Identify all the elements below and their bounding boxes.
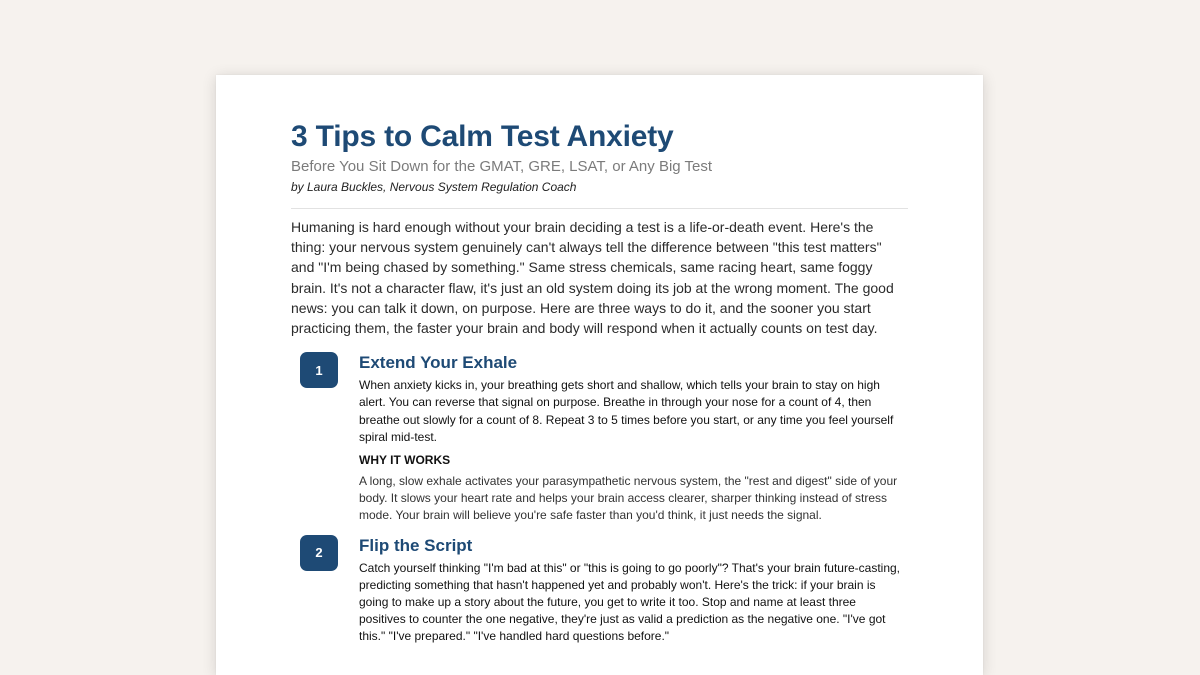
document-content bbox=[291, 119, 908, 646]
header-divider bbox=[291, 208, 908, 209]
tip-number-badge: 2 bbox=[300, 535, 338, 571]
document-page bbox=[216, 75, 983, 675]
tip-number-badge: 1 bbox=[300, 352, 338, 388]
document-title: 3 Tips to Calm Test Anxiety bbox=[291, 120, 674, 153]
why-it-works-label: WHY IT WORKS bbox=[359, 453, 451, 468]
tip-title: Extend Your Exhale bbox=[359, 353, 518, 373]
tip-title: Flip the Script bbox=[359, 535, 473, 555]
tip-body: Catch yourself thinking "I'm bad at this" or "this is going to go poorly"? That's your brain future-casting, predicting something that hasn't happened yet and probably won't. Here's the trick: if your brain is going to make up a story about the future, you get to write it too. Stop and name at least three positives to counter the one negative, they're just as valid a prediction as the negative one. "I've got this." "I've prepared." "I've handled hard questions before." bbox=[359, 560, 901, 644]
tip-section-2 bbox=[291, 535, 908, 646]
document-subtitle: Before You Sit Down for the GMAT, GRE, LSAT, or Any Big Test bbox=[291, 158, 713, 175]
why-it-works-body: A long, slow exhale activates your parasympathetic nervous system, the "rest and digest" side of your body. It slows your heart rate and helps your brain access clearer, sharper thinking instead of stress mode. Your brain will believe you're safe faster than you'd think, it just needs the signal. bbox=[359, 474, 898, 523]
author-byline: by Laura Buckles, Nervous System Regulation Coach bbox=[291, 180, 577, 194]
tip-body: When anxiety kicks in, your breathing gets short and shallow, which tells your brain to stay on high alert. You can reverse that signal on purpose. Breathe in through your nose for a count of 4, then breathe out slowly for a count of 8. Repeat 3 to 5 times before you start, or any time you feel yourself spiral mid-test. bbox=[359, 378, 894, 444]
tip-section-1 bbox=[291, 352, 908, 524]
intro-paragraph: Humaning is hard enough without your brain deciding a test is a life-or-death event. Here's the thing: your nervous system genuinely can't always tell the difference between "this test matters" and "I'm being chased by something." Same stress chemicals, same racing heart, same foggy brain. It's not a character flaw, it's just an old system doing its job at the wrong moment. The good news: you can talk it down, on purpose. Here are three ways to do it, and the sooner you start practicing them, the faster your brain and body will respond when it actually counts on test day. bbox=[291, 219, 894, 337]
